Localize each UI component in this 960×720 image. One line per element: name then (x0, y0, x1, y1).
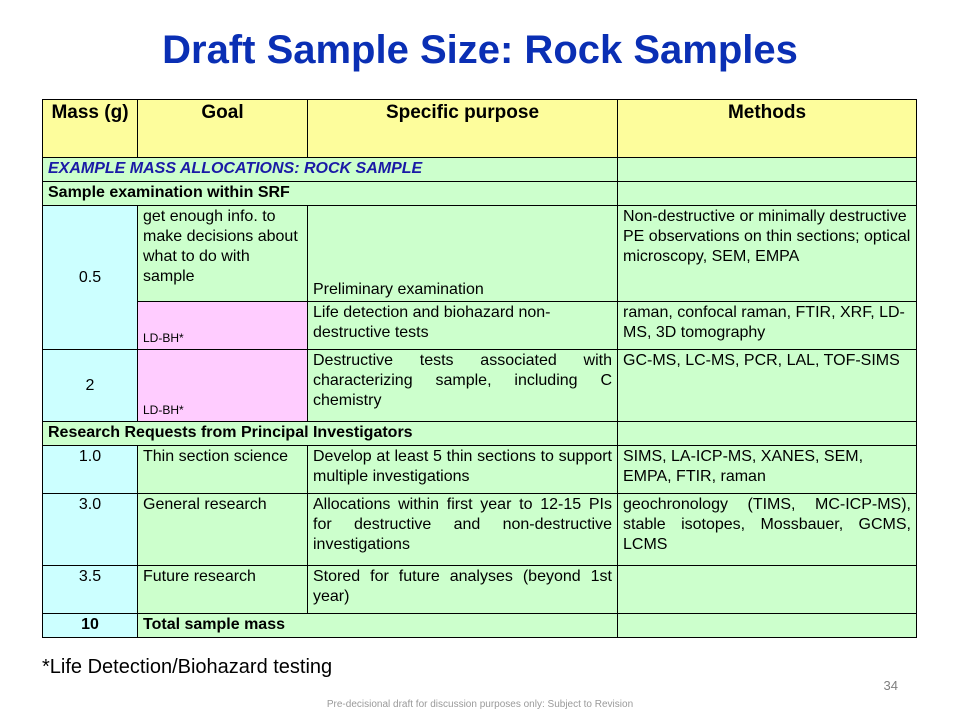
purpose-cell: Allocations within first year to 12-15 PIs for destructive and non-destructive investigations (308, 494, 618, 566)
goal-cell: General research (138, 494, 308, 566)
methods-cell: Non-destructive or minimally destructive PE observations on thin sections; optical microscopy, SEM, EMPA (618, 206, 917, 302)
methods-cell: SIMS, LA-ICP-MS, XANES, SEM, EMPA, FTIR, raman (618, 446, 917, 494)
header-purpose: Specific purpose (308, 100, 618, 158)
table-row (43, 566, 917, 614)
table-row (43, 494, 917, 566)
section-row (43, 422, 917, 446)
goal-cell: get enough info. to make decisions about what to do with sample (138, 206, 308, 302)
sample-allocation-table (42, 99, 917, 638)
mass-cell: 1.0 (43, 446, 138, 494)
example-banner-empty (618, 158, 917, 182)
table-row (43, 206, 917, 302)
purpose-cell: Stored for future analyses (beyond 1st year) (308, 566, 618, 614)
goal-cell-ldbh: LD-BH* (138, 350, 308, 422)
header-methods: Methods (618, 100, 917, 158)
purpose-cell: Destructive tests associated with characterizing sample, including C chemistry (308, 350, 618, 422)
goal-cell-ldbh: LD-BH* (138, 302, 308, 350)
mass-cell: 0.5 (43, 206, 138, 350)
header-mass: Mass (g) (43, 100, 138, 158)
mass-cell: 2 (43, 350, 138, 422)
example-banner: EXAMPLE MASS ALLOCATIONS: ROCK SAMPLE (43, 158, 618, 182)
methods-cell: GC-MS, LC-MS, PCR, LAL, TOF-SIMS (618, 350, 917, 422)
draft-disclaimer: Pre-decisional draft for discussion purposes only: Subject to Revision (326, 699, 634, 710)
total-label-cell: Total sample mass (138, 614, 618, 638)
mass-cell: 3.5 (43, 566, 138, 614)
methods-cell: geochronology (TIMS, MC-ICP-MS), stable isotopes, Mossbauer, GCMS, LCMS (618, 494, 917, 566)
section-title-srf-empty (618, 182, 917, 206)
purpose-cell: Preliminary examination (308, 206, 618, 302)
table-row (43, 302, 917, 350)
example-banner-row (43, 158, 917, 182)
total-mass-cell: 10 (43, 614, 138, 638)
section-title-srf: Sample examination within SRF (43, 182, 618, 206)
section-title-pi-empty (618, 422, 917, 446)
goal-cell: Thin section science (138, 446, 308, 494)
page-number: 34 (883, 678, 898, 693)
header-row (43, 100, 917, 158)
table-row (43, 350, 917, 422)
methods-cell (618, 566, 917, 614)
purpose-cell: Develop at least 5 thin sections to support multiple investigations (308, 446, 618, 494)
slide-title: Draft Sample Size: Rock Samples (162, 28, 798, 72)
section-title-pi: Research Requests from Principal Investigators (43, 422, 618, 446)
total-empty-cell (618, 614, 917, 638)
footnote: *Life Detection/Biohazard testing (42, 656, 333, 678)
goal-cell: Future research (138, 566, 308, 614)
methods-cell: raman, confocal raman, FTIR, XRF, LD-MS, 3D tomography (618, 302, 917, 350)
section-row (43, 182, 917, 206)
purpose-cell: Life detection and biohazard non-destructive tests (308, 302, 618, 350)
mass-cell: 3.0 (43, 494, 138, 566)
total-row (43, 614, 917, 638)
table-row (43, 446, 917, 494)
header-goal: Goal (138, 100, 308, 158)
